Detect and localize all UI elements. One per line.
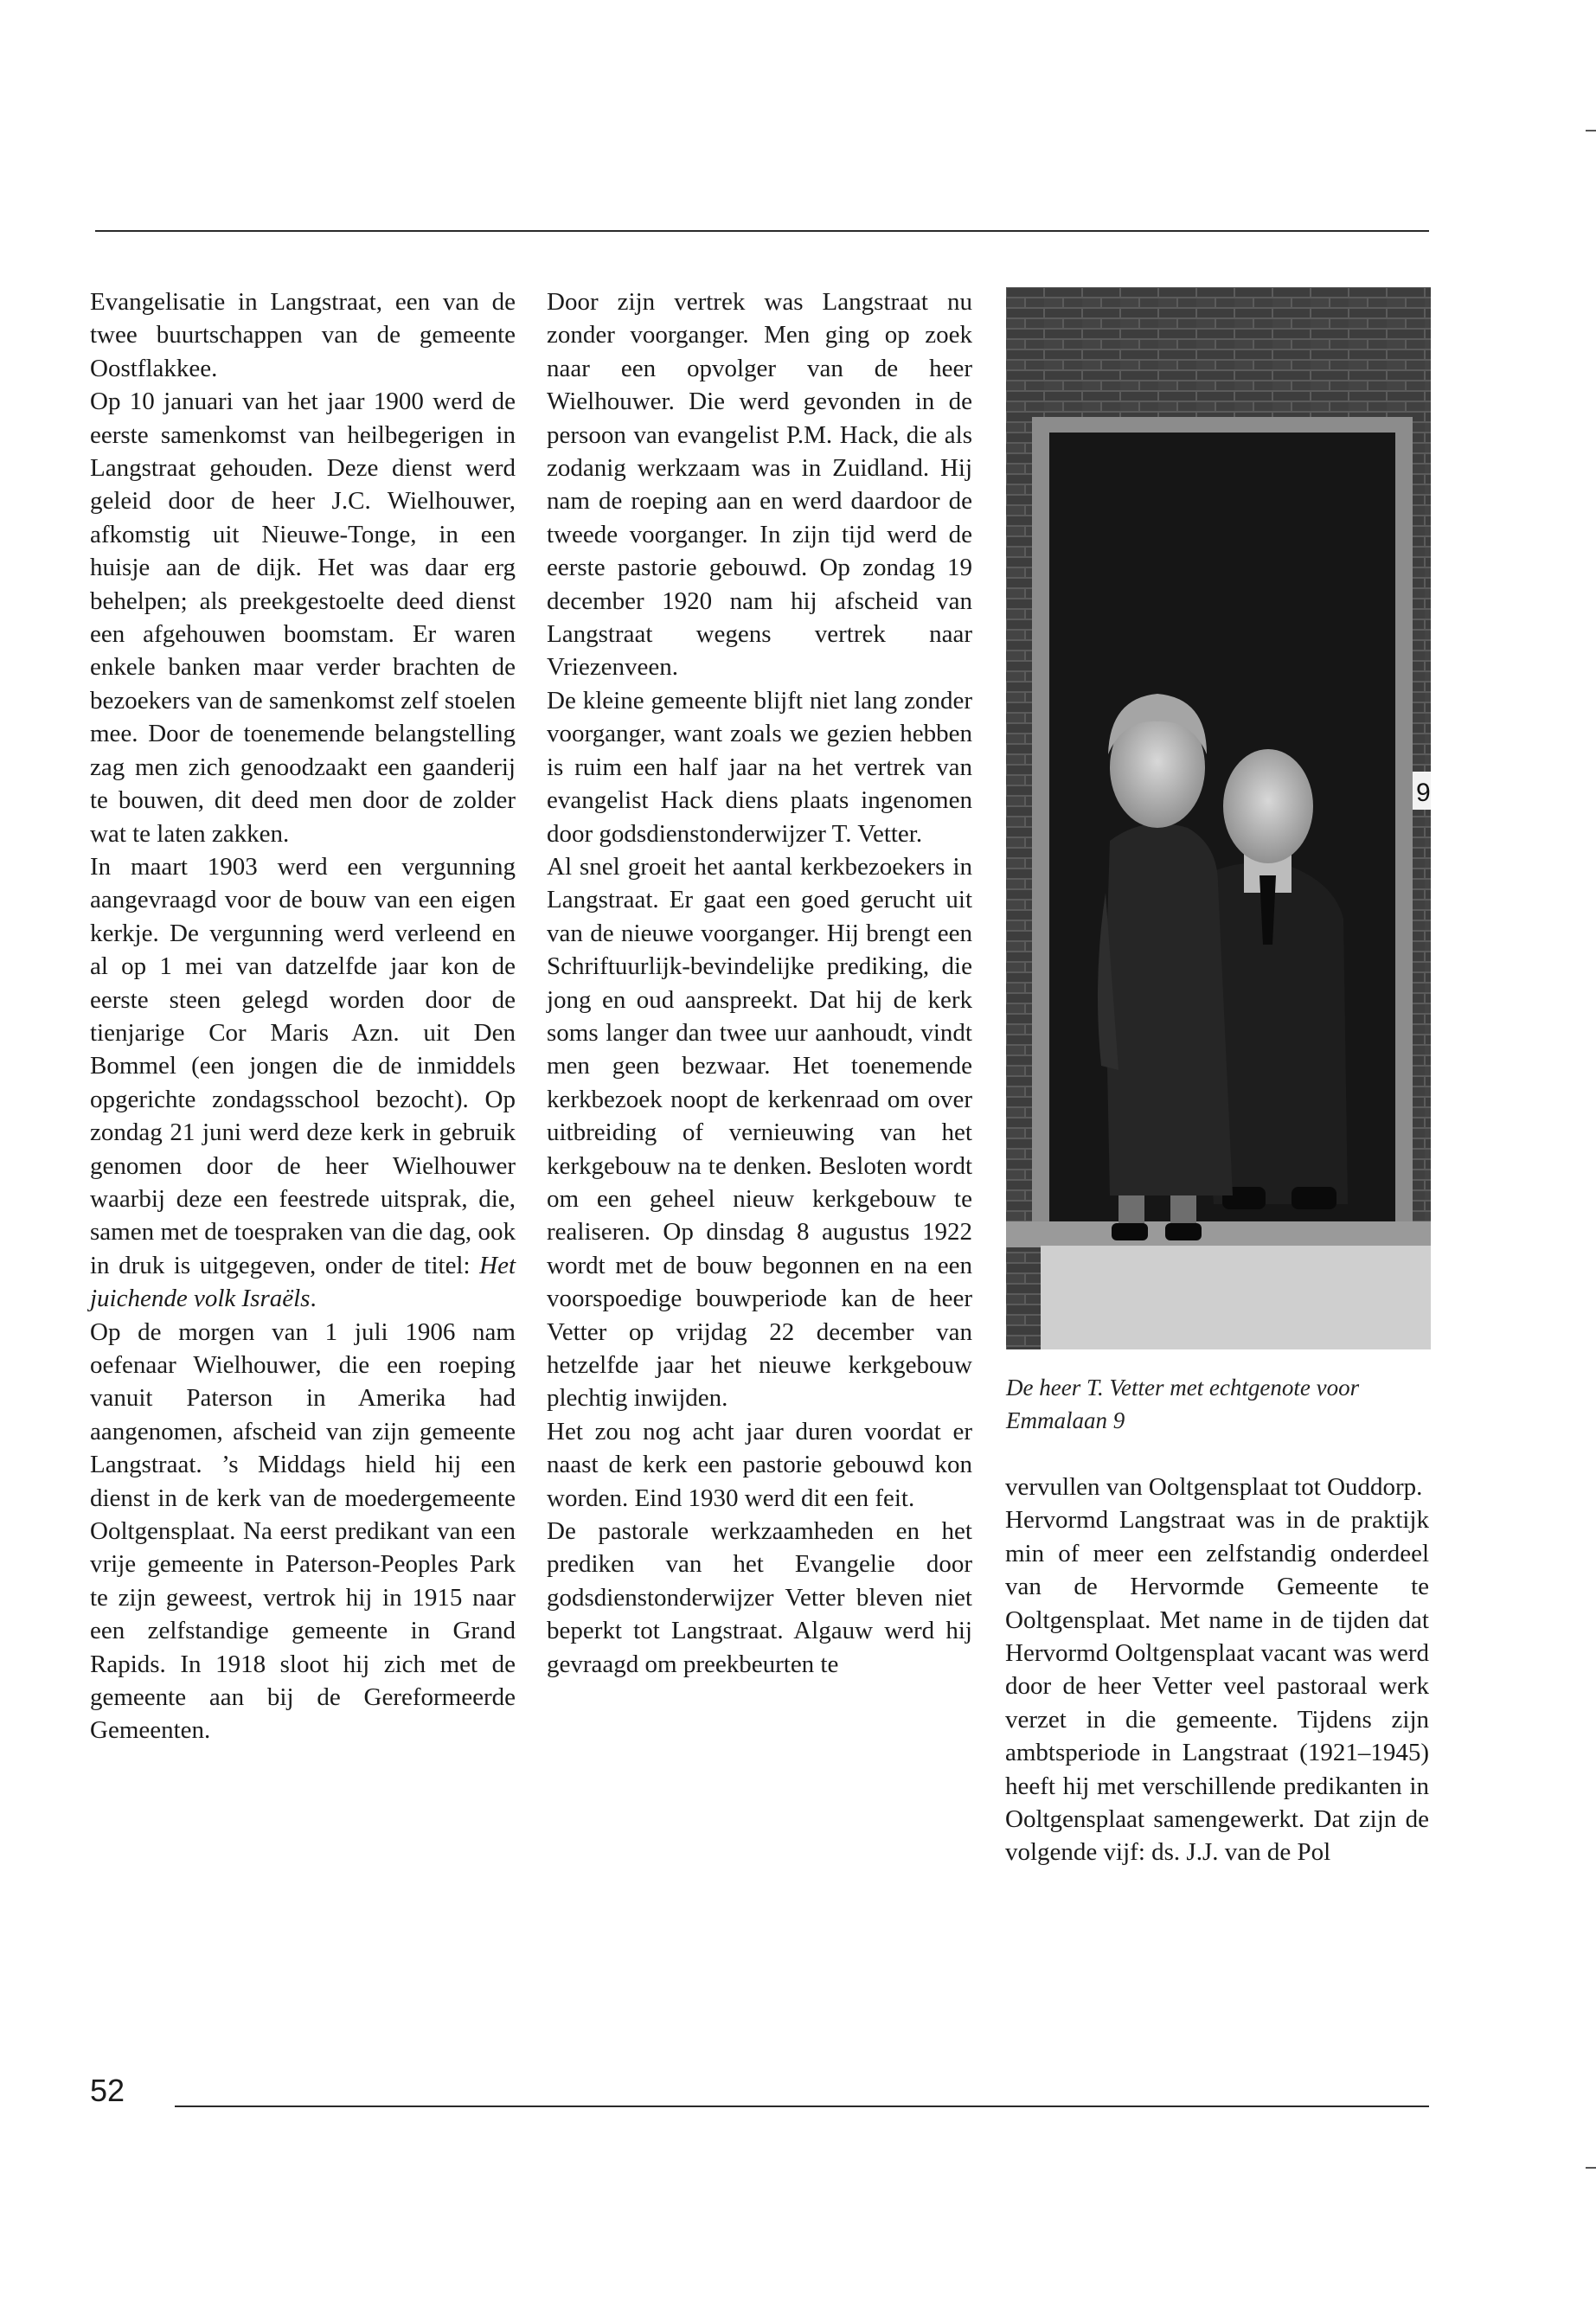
paragraph: vervullen van Ooltgensplaat tot Ouddorp. (1005, 1473, 1423, 1501)
photo-illustration (1006, 287, 1431, 1349)
paragraph: In maart 1903 werd een vergunning aangevraagd voor de bouw van een eigen kerkje. De vergunning werd verleend en al op 1 mei van datzelfde jaar kon de eerste steen gelegd worden door de tienjarige Cor Maris Azn. uit Den Bommel (een jongen die de inmiddels opgerichte zondagsschool bezocht). Op zondag 21 juni werd deze kerk in gebruik genomen door de heer Wielhouwer waarbij deze een feestrede uitsprak, die, samen met de toespraken van die dag, ook in druk is uitgegeven, onder de titel: Het juichende volk Israëls. (90, 852, 516, 1313)
crop-mark (1586, 130, 1596, 131)
page-number: 52 (90, 2073, 125, 2108)
text-column-2 (547, 285, 972, 1681)
top-rule (95, 230, 1429, 232)
photo-caption: De heer T. Vetter met echtgenote voor Emmalaan 9 (1006, 1375, 1360, 1433)
paragraph: Evangelisatie in Langstraat, een van de twee buurtschappen van de gemeente Oostflakkee. (90, 288, 516, 382)
book-title: Het juichende volk Israëls (90, 1251, 516, 1313)
paragraph: Op 10 januari van het jaar 1900 werd de eerste samenkomst van heilbegerigen in Langstraat gehouden. Deze dienst werd geleid door de heer J.C. Wielhouwer, afkomstig uit Nieuwe-Tonge, in een huisje aan de dijk. Het was daar erg behelpen; als preekgestoelte deed dienst een afgehouwen boomstam. Er waren enkele banken maar verder brachten de bezoekers van de samenkomst zelf stoelen mee. Door de toenemende belangstelling zag men zich genoodzaakt een gaanderij te bouwen, dit deed men door de zolder wat te laten zakken. (90, 388, 516, 848)
text-column-1 (90, 285, 516, 1747)
paragraph: Op de morgen van 1 juli 1906 nam oefenaar Wielhouwer, die een roeping vanuit Paterson in Amerika had aangenomen, afscheid van zijn gemeente Langstraat. ’s Middags hield hij een dienst in de kerk van de moedergemeente Ooltgensplaat. Na eerst predikant van een vrije gemeente in Paterson-Peoples Park te zijn geweest, vertrok hij in 1915 naar een zelfstandige gemeente in Grand Rapids. In 1918 sloot hij zich met de gemeente aan bij de Gereformeerde Gemeenten. (90, 1317, 516, 1745)
paragraph: De kleine gemeente blijft niet lang zonder voorganger, want zoals we gezien hebben is ruim een half jaar na het vertrek van evangelist Hack diens plaats ingenomen door godsdienstonderwijzer T. Vetter. (547, 686, 972, 848)
paragraph-text: In maart 1903 werd een vergunning aangevraagd voor de bouw van een eigen kerkje. De vergunning werd verleend en al op 1 mei van datzelfde jaar kon de eerste steen gelegd worden door de tienjarige Cor Maris Azn. uit Den Bommel (een jongen die de inmiddels opgerichte zondagsschool bezocht). Op zondag 21 juni werd deze kerk in gebruik genomen door de heer Wielhouwer waarbij deze een feestrede uitsprak, die, samen met de toespraken van die dag, ook in druk is uitgegeven, onder de titel: (90, 852, 516, 1279)
text-column-3 (1005, 1471, 1429, 1869)
paragraph: Al snel groeit het aantal kerkbezoekers in Langstraat. Er gaat een goed gerucht uit van de nieuwe voorganger. Hij brengt een Schriftuurlijk-bevindelijke prediking, die jong en oud aanspreekt. Dat hij de kerk soms langer dan twee uur aanhoudt, vindt men geen bezwaar. Het toenemende kerkbezoek noopt de kerkenraad om over uitbreiding of vernieuwing van het kerkgebouw na te denken. Besloten wordt om een geheel nieuw kerkgebouw te realiseren. Op dinsdag 8 augustus 1922 wordt met de bouw begonnen en na een voorspoedige bouwperiode kan de heer Vetter op vrijdag 22 december van hetzelfde jaar het nieuwe kerkgebouw plechtig inwijden. (547, 852, 972, 1413)
paragraph: Door zijn vertrek was Langstraat nu zonder voorganger. Men ging op zoek naar een opvolger van de heer Wielhouwer. Die werd gevonden in de persoon van evangelist P.M. Hack, die als zodanig werkzaam was in Zuidland. Hij nam de roeping aan en werd daardoor de tweede voorganger. In zijn tijd werd de eerste pastorie gebouwd. Op zondag 19 december 1920 nam hij afscheid van Langstraat wegens vertrek naar Vriezenveen. (547, 288, 972, 682)
house-number: 9 (1416, 779, 1431, 807)
bottom-rule (175, 2106, 1429, 2107)
photo-couple-in-doorway (1006, 287, 1431, 1349)
paragraph: De pastorale werkzaamheden en het prediken van het Evangelie door godsdienstonderwijzer Vetter bleven niet beperkt tot Langstraat. Algauw werd hij gevraagd om preekbeurten te (547, 1517, 972, 1678)
crop-mark (1586, 2167, 1596, 2169)
paragraph: Hervormd Langstraat was in de praktijk min of meer een zelfstandig onderdeel van de Hervormde Gemeente te Ooltgensplaat. Met name in de tijden dat Hervormd Ooltgensplaat vacant was werd door de heer Vetter veel pastoraal werk verzet in die gemeente. Tijdens zijn ambtsperiode in Langstraat (1921–1945) heeft hij met verschillende predikanten in Ooltgensplaat samengewerkt. Dat zijn de volgende vijf: ds. J.J. van de Pol (1005, 1506, 1429, 1867)
paragraph: Het zou nog acht jaar duren voordat er naast de kerk een pastorie gebouwd kon worden. Eind 1930 werd dit een feit. (547, 1417, 972, 1512)
